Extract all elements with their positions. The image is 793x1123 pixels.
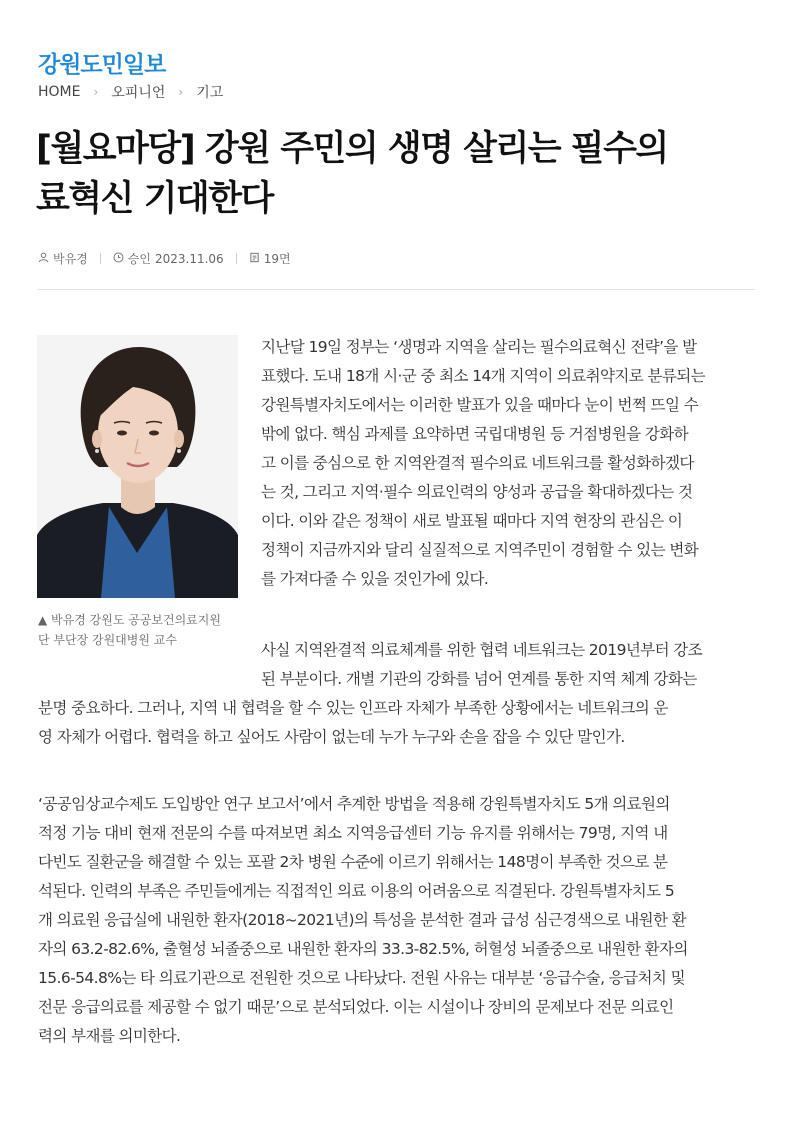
breadcrumb-subsection[interactable]: 기고 [196,85,224,101]
article-paragraph-1 [261,333,755,594]
paragraph-line: 력의 부재를 의미한다. [38,1027,181,1045]
breadcrumb-section[interactable]: 오피니언 [111,85,166,101]
date-info [113,250,224,267]
breadcrumb-home[interactable]: HOME [38,84,81,100]
meta-divider [100,253,101,264]
photo-caption [38,610,238,650]
paragraph-line: 지난달 19일 정부는 ‘생명과 지역을 살리는 필수의료혁신 전략’을 발 [261,338,697,356]
meta-divider [236,253,237,264]
article-paragraph-2 [261,636,755,694]
paragraph-line: ‘공공임상교수제도 도입방안 연구 보고서’에서 추계한 방법을 적용해 강원특별자치도 5개 의료원의 [38,795,670,813]
paragraph-line: 이다. 이와 같은 정책이 새로 발표될 때마다 지역 현장의 관심은 이 [261,512,683,530]
article-meta [38,250,291,267]
publish-date: 2023.11.06 [154,251,224,266]
paragraph-line: 분명 중요하다. 그러나, 지역 내 협력을 할 수 있는 인프라 자체가 부족한 상황에서는 네트워크의 운 [38,699,668,717]
author-name[interactable]: 박유경 [53,252,88,266]
paragraph-line: 를 가져다줄 수 있을 것인가에 있다. [261,570,489,588]
paragraph-line: 15.6-54.8%는 타 의료기관으로 전원한 것으로 나타났다. 전원 사유는 대부분 ‘응급수술, 응급처치 및 [38,969,685,987]
newspaper-icon [249,252,260,266]
article-paragraph-3 [38,790,755,1051]
article-title [36,124,766,224]
user-icon [38,252,49,266]
article-paragraph-2-continued [38,694,755,752]
paragraph-line: 된 부분이다. 개별 기관의 강화를 넘어 연계를 통한 지역 체계 강화는 [261,670,697,688]
article-title-line: [월요마당] 강원 주민의 생명 살리는 필수의 [36,129,668,169]
approved-label: 승인 [127,252,151,266]
chevron-right-icon: › [178,85,184,99]
paragraph-line: 개 의료원 응급실에 내원한 환자(2018~2021년)의 특성을 분석한 결과 급성 심근경색으로 내원한 환 [38,911,687,929]
paragraph-line: 자의 63.2-82.6%, 출혈성 뇌졸중으로 내원한 환자의 33.3-82.5%, 허혈성 뇌졸중으로 내원한 환자의 [38,940,688,958]
paragraph-line: 적정 기능 대비 현재 전문의 수를 따져보면 최소 지역응급센터 기능 유지를 위해서는 79명, 지역 내 [38,824,668,842]
site-logo[interactable]: 강원도민일보 [38,52,166,78]
paragraph-line: 전문 응급의료를 제공할 수 없기 때문’으로 분석되었다. 이는 시설이나 장비의 문제보다 전문 의료인 [38,998,674,1016]
caption-line: ▲ 박유경 강원도 공공보건의료지원 [38,613,221,627]
paragraph-line: 표했다. 도내 18개 시·군 중 최소 14개 지역이 의료취약지로 분류되는 [261,367,705,385]
paragraph-line: 영 자체가 어렵다. 협력을 하고 싶어도 사람이 없는데 누가 누구와 손을 잡을 수 있단 말인가. [38,728,625,746]
paragraph-line: 사실 지역완결적 의료체계를 위한 협력 네트워크는 2019년부터 강조 [261,641,703,659]
page-number: 19면 [263,252,291,266]
clock-icon [113,252,124,266]
author-photo[interactable] [37,335,238,598]
breadcrumb [38,82,223,102]
page-info [249,250,291,267]
paragraph-line: 정책이 지금까지와 달리 실질적으로 지역주민이 경험할 수 있는 변화 [261,541,699,559]
author-info [38,250,88,267]
article-title-line: 료혁신 기대한다 [36,179,273,219]
chevron-right-icon: › [93,85,99,99]
paragraph-line: 다빈도 질환군을 해결할 수 있는 포괄 2차 병원 수준에 이르기 위해서는 148명이 부족한 것으로 분 [38,853,668,871]
paragraph-line: 석된다. 인력의 부족은 주민들에게는 직접적인 의료 이용의 어려움으로 직결된다. 강원특별자치도 5 [38,882,675,900]
caption-line: 단 부단장 강원대병원 교수 [38,633,177,647]
paragraph-line: 고 이를 중심으로 한 지역완결적 필수의료 네트워크를 활성화하겠다 [261,454,694,472]
paragraph-line: 밖에 없다. 핵심 과제를 요약하면 국립대병원 등 거점병원을 강화하 [261,425,689,443]
header-divider [38,289,755,290]
paragraph-line: 는 것, 그리고 지역·필수 의료인력의 양성과 공급을 확대하겠다는 것 [261,483,693,501]
paragraph-line: 강원특별자치도에서는 이러한 발표가 있을 때마다 눈이 번쩍 뜨일 수 [261,396,699,414]
